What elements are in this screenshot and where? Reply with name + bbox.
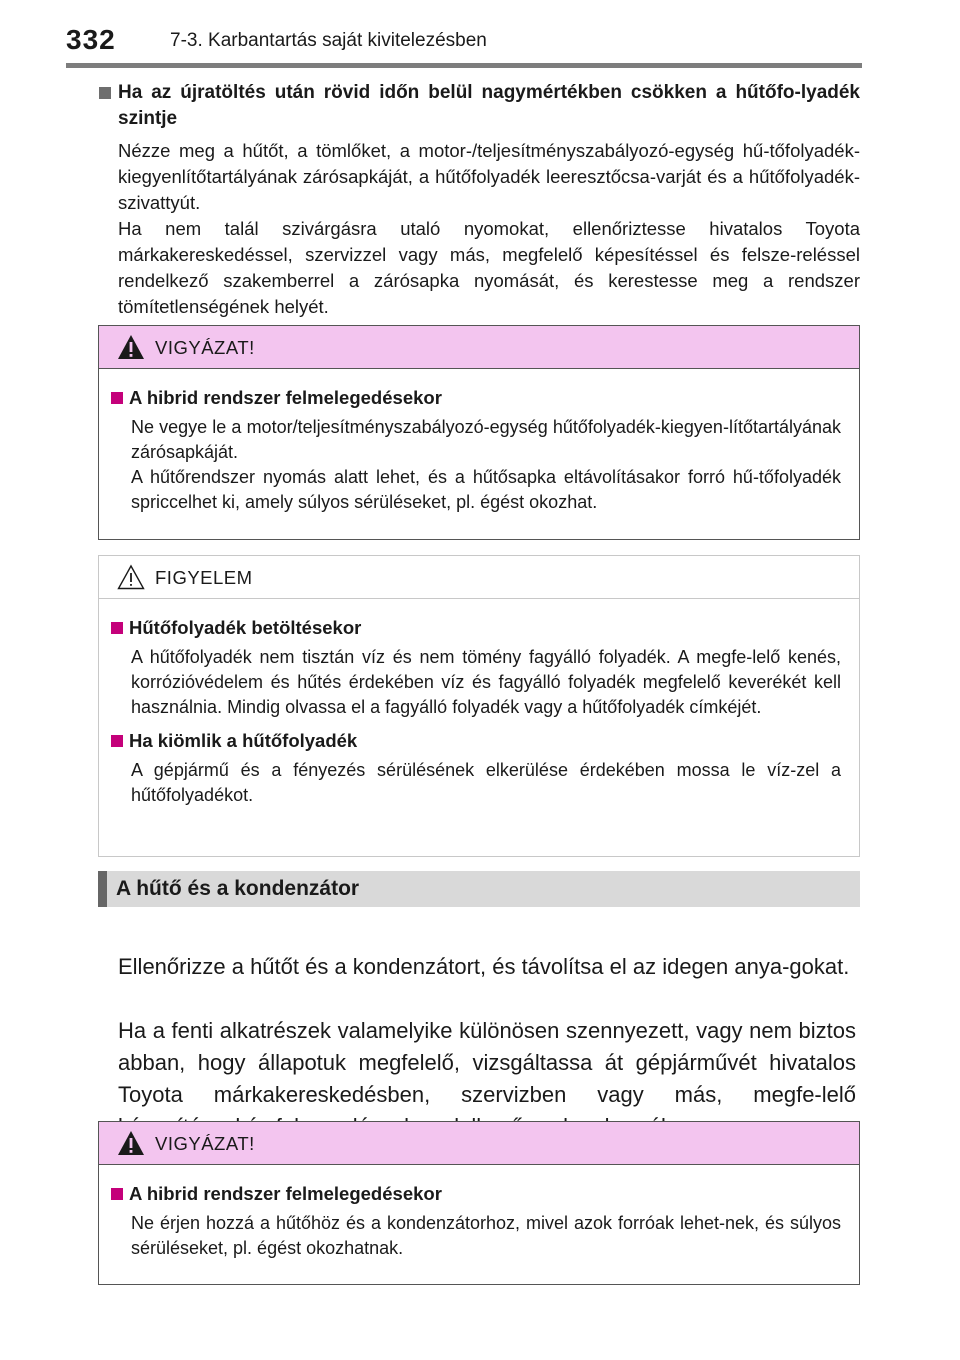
caution-item-text: Ne vegye le a motor/teljesítményszabályozó-egység hűtőfolyadék-kiegyen-lítőtartályának zárósapkáját. A hűtőrendszer nyomás alatt lehet, és a hűtősapka eltávolításakor forró hű-tőfolyadék spriccelhet ki, amely súlyos sérüléseket, pl. égést okozhat. bbox=[131, 417, 841, 512]
bullet-square-icon bbox=[111, 392, 123, 404]
warning-triangle-icon bbox=[117, 1130, 145, 1156]
notice-item-1 bbox=[111, 615, 841, 720]
notice-box bbox=[98, 555, 860, 857]
heading-accent bbox=[98, 871, 107, 907]
warning-triangle-icon bbox=[117, 334, 145, 360]
caution-label: VIGYÁZAT! bbox=[155, 337, 255, 358]
caution-item-heading bbox=[111, 1181, 841, 1207]
notice-item-2-text: A gépjármű és a fényezés sérülésének elkerülése érdekében mossa le víz-zel a hűtőfolyadékot. bbox=[131, 760, 841, 805]
notice-item-2-heading bbox=[111, 728, 841, 754]
notice-item-1-heading bbox=[111, 615, 841, 641]
caution-item-text: Ne érjen hozzá a hűtőhöz és a kondenzátorhoz, mivel azok forróak lehet-nek, és súlyos sérüléseket, pl. égést okozhatnak. bbox=[131, 1213, 841, 1258]
bullet-square-icon bbox=[99, 87, 111, 99]
caution-box-header bbox=[99, 326, 859, 369]
intro-paragraph-2: Ha nem talál szivárgásra utaló nyomokat, ellenőriztesse hivatalos Toyota márkakereskedéssel, szervizzel vagy más, megfelelő képesítéssel és felsze-reléssel rendelkező szakemberrel a zárósapka nyomását, és kerestesse meg a rendszer tömítetlenségének helyét. bbox=[118, 218, 860, 317]
notice-item-2-heading-text: Ha kiömlik a hűtőfolyadék bbox=[129, 730, 358, 751]
page-header bbox=[0, 0, 960, 68]
caution-box-header bbox=[99, 1122, 859, 1165]
notice-box-header bbox=[99, 556, 859, 599]
intro-heading bbox=[100, 80, 860, 132]
notice-box-body bbox=[99, 599, 859, 808]
notice-label: FIGYELEM bbox=[155, 567, 253, 588]
notice-item-1-heading-text: Hűtőfolyadék betöltésekor bbox=[129, 617, 362, 638]
caution-box-body bbox=[99, 1165, 859, 1261]
caution-item-heading-text: A hibrid rendszer felmelegedésekor bbox=[129, 387, 442, 408]
caution-item-heading bbox=[111, 385, 841, 411]
subsection-paragraph-1: Ellenőrizze a hűtőt és a kondenzátort, és távolítsa el az idegen anya-gokat. bbox=[118, 954, 850, 979]
intro-section bbox=[100, 80, 860, 320]
section-title: 7-3. Karbantartás saját kivitelezésben bbox=[170, 30, 487, 51]
caution-item bbox=[111, 385, 841, 515]
intro-heading-text: Ha az újratöltés után rövid időn belül nagymértékben csökken a hűtőfo-lyadék szintje bbox=[118, 82, 860, 129]
notice-triangle-icon bbox=[117, 564, 145, 590]
intro-paragraph-1: Nézze meg a hűtőt, a tömlőket, a motor-/teljesítményszabályozó-egység hű-tőfolyadék-kiegyenlítőtartályának zárósapkáját, a hűtőfolyadék leeresztőcsa-varját és a hűtőfolyadék-szivattyút. bbox=[118, 140, 860, 213]
caution-box-body bbox=[99, 369, 859, 515]
page-number: 332 bbox=[66, 24, 116, 55]
bullet-square-icon bbox=[111, 735, 123, 747]
bullet-square-icon bbox=[111, 622, 123, 634]
header-rule bbox=[66, 63, 862, 68]
notice-item-2 bbox=[111, 728, 841, 808]
subsection-paragraph-2: Ha a fenti alkatrészek valamelyike különösen szennyezett, vagy nem biztos abban, hogy állapotuk megfelelő, vizsgáltassa át gépjárművét hivatalos Toyota márkakereskedésben, szervizben vagy más, megfe-lelő bbox=[118, 1018, 856, 1107]
notice-item-1-text: A hűtőfolyadék nem tisztán víz és nem tömény fagyálló folyadék. A megfe-lelő kenés, korrózióvédelem és hűtés érdekében víz és fagyálló folyadék megfelelő keverékét kell használnia. Mindig olvassa el a fagyálló folyadék vagy a hűtőfolyadék címkéjét. bbox=[131, 647, 841, 717]
subsection-heading-bar bbox=[98, 871, 860, 907]
caution-label: VIGYÁZAT! bbox=[155, 1133, 255, 1154]
bullet-square-icon bbox=[111, 1188, 123, 1200]
subsection-title: A hűtő és a kondenzátor bbox=[116, 877, 360, 900]
caution-box-2 bbox=[98, 1121, 860, 1285]
caution-item bbox=[111, 1181, 841, 1261]
caution-box-1 bbox=[98, 325, 860, 540]
caution-item-heading-text: A hibrid rendszer felmelegedésekor bbox=[129, 1183, 442, 1204]
